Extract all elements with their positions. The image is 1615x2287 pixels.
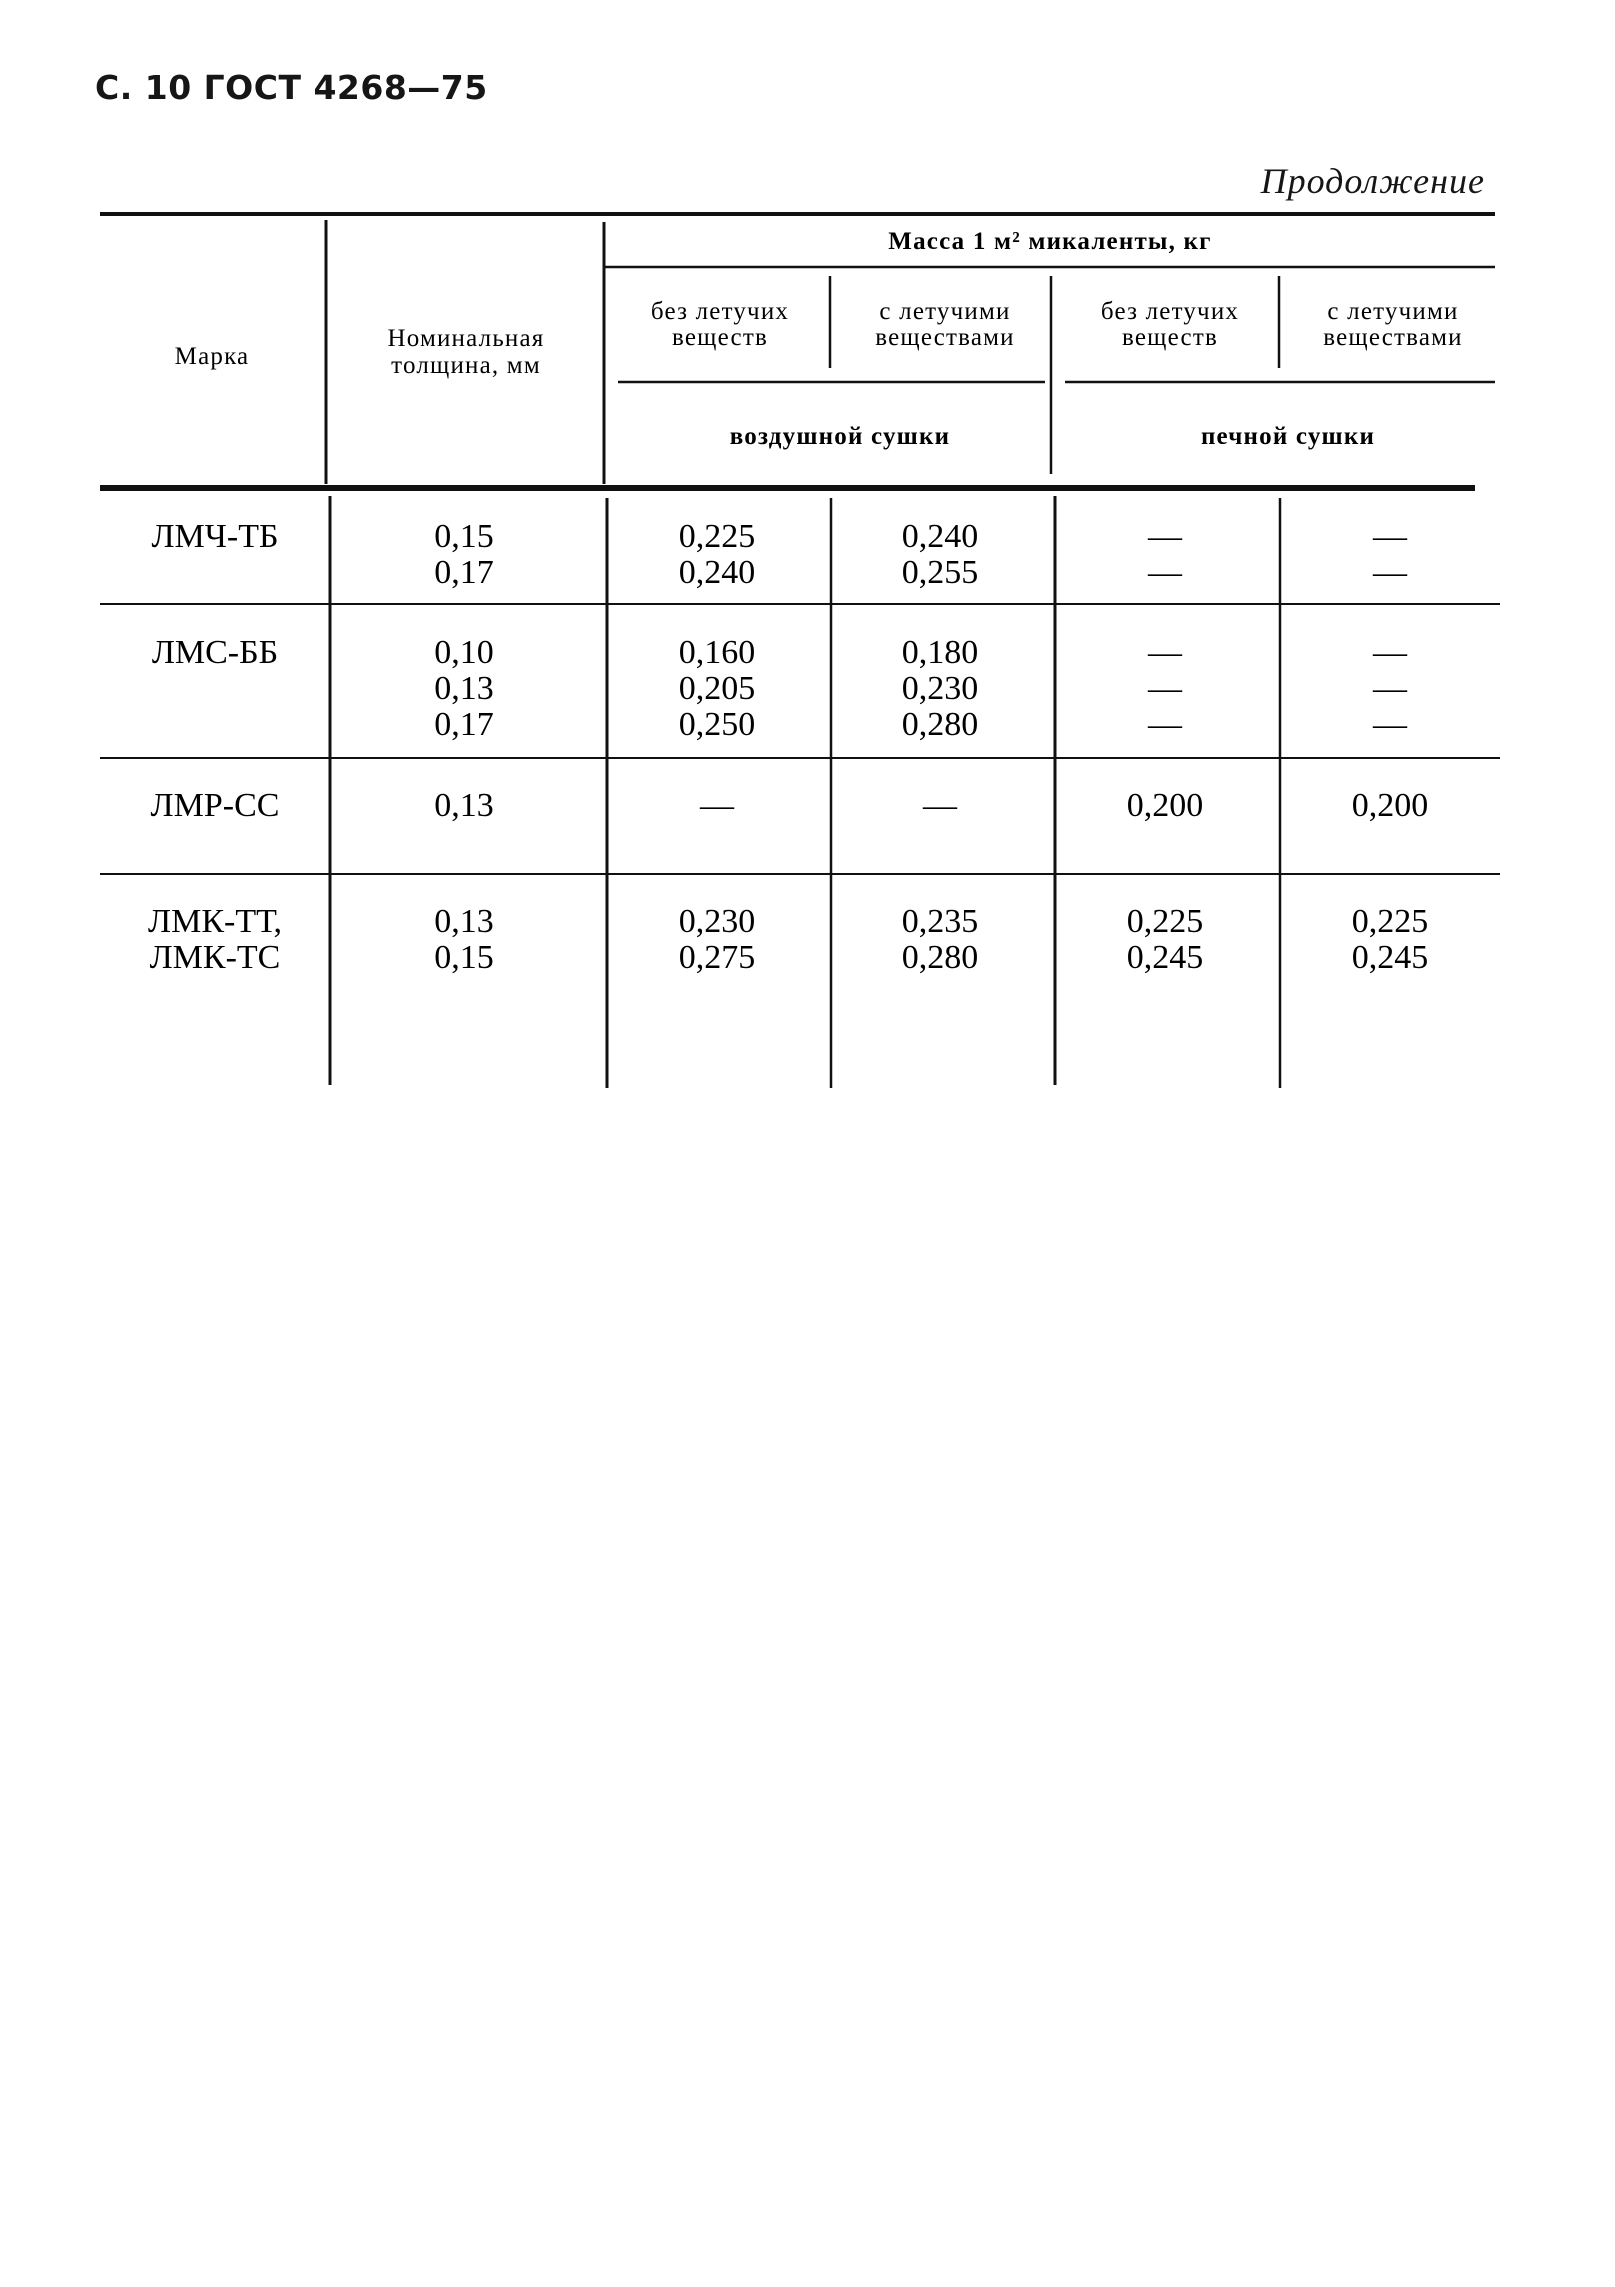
cell-air-with: 0,280 <box>901 706 979 743</box>
cell-thickness: 0,13 <box>434 903 494 940</box>
table-rules <box>100 214 1500 1088</box>
table-row <box>148 903 1428 976</box>
page-header: С. 10 ГОСТ 4268—75 <box>95 68 488 107</box>
cell-oven-without: 0,200 <box>1126 787 1204 824</box>
header-oven-with-line2: веществами <box>1323 324 1463 351</box>
header-thickness-line1: Номинальная <box>387 325 545 352</box>
cell-air-with: — <box>923 787 957 824</box>
cell-air-without: — <box>700 787 734 824</box>
cell-thickness: 0,15 <box>434 939 494 976</box>
cell-air-without: 0,230 <box>678 903 756 940</box>
header-mass-group: Масса 1 м² микаленты, кг <box>888 228 1212 255</box>
table-row <box>151 787 1429 824</box>
cell-grade: ЛМЧ-ТБ <box>151 518 279 555</box>
cell-oven-with: 0,245 <box>1351 939 1429 976</box>
table-row <box>151 518 1408 591</box>
cell-thickness: 0,10 <box>434 634 494 671</box>
cell-oven-with: — <box>1373 518 1407 555</box>
header-oven-without-line1: без летучих <box>1100 298 1240 325</box>
cell-oven-with: — <box>1373 670 1407 707</box>
cell-grade: ЛМС-ББ <box>151 634 279 671</box>
cell-oven-without: 0,225 <box>1126 903 1204 940</box>
cell-thickness: 0,17 <box>434 554 494 591</box>
cell-air-without: 0,225 <box>678 518 756 555</box>
cell-air-with: 0,180 <box>901 634 979 671</box>
cell-air-with: 0,255 <box>901 554 979 591</box>
cell-thickness: 0,13 <box>434 670 494 707</box>
header-oven-without-line2: веществ <box>1122 324 1218 351</box>
header-air-with-line1: с летучими <box>879 298 1011 325</box>
cell-grade: ЛМР-СС <box>150 787 280 824</box>
header-air-with-line2: веществами <box>875 324 1015 351</box>
cell-thickness: 0,13 <box>434 787 494 824</box>
cell-air-with: 0,230 <box>901 670 979 707</box>
cell-oven-with: — <box>1373 706 1407 743</box>
header-thickness-line2: толщина, мм <box>391 352 541 379</box>
header-oven-with-line1: с летучими <box>1327 298 1459 325</box>
cell-air-without: 0,240 <box>678 554 756 591</box>
cell-oven-without: — <box>1148 706 1182 743</box>
header-air-drying: воздушной сушки <box>729 423 951 450</box>
cell-oven-without: — <box>1148 554 1182 591</box>
cell-air-with: 0,240 <box>901 518 979 555</box>
continuation-label: Продолжение <box>1260 161 1485 201</box>
table-row <box>152 634 1408 743</box>
cell-oven-without: — <box>1148 670 1182 707</box>
cell-thickness: 0,15 <box>434 518 494 555</box>
cell-air-without: 0,250 <box>678 706 756 743</box>
header-grade: Марка <box>174 343 250 370</box>
header-air-without-line2: веществ <box>672 324 768 351</box>
cell-oven-without: 0,245 <box>1126 939 1204 976</box>
cell-oven-with: 0,200 <box>1351 787 1429 824</box>
cell-air-without: 0,275 <box>678 939 756 976</box>
cell-air-without: 0,205 <box>678 670 756 707</box>
cell-air-with: 0,235 <box>901 903 979 940</box>
cell-grade: ЛМК-ТС <box>149 939 281 976</box>
cell-thickness: 0,17 <box>434 706 494 743</box>
header-oven-drying: печной сушки <box>1200 423 1376 450</box>
cell-air-without: 0,160 <box>678 634 756 671</box>
cell-grade: ЛМК-ТТ, <box>148 903 282 940</box>
cell-oven-with: — <box>1373 554 1407 591</box>
table-header <box>175 228 1463 450</box>
header-air-without-line1: без летучих <box>650 298 790 325</box>
cell-oven-with: 0,225 <box>1351 903 1429 940</box>
cell-oven-without: — <box>1148 634 1182 671</box>
cell-air-with: 0,280 <box>901 939 979 976</box>
table-body <box>148 518 1428 976</box>
cell-oven-without: — <box>1148 518 1182 555</box>
cell-oven-with: — <box>1373 634 1407 671</box>
